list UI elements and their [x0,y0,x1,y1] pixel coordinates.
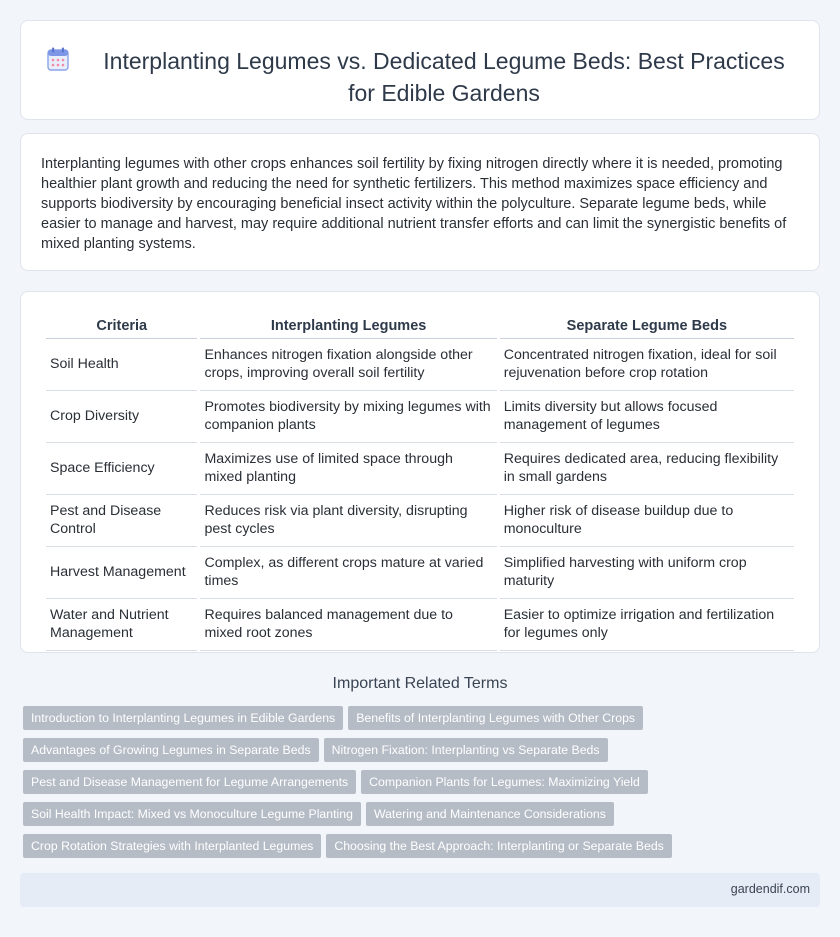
related-terms-list [23,706,823,866]
related-term-link[interactable]: Choosing the Best Approach: Interplanting or Separate Beds [326,834,672,858]
tag-row [23,738,823,770]
site-name[interactable]: gardendif.com [730,882,810,896]
table-header-row [46,315,794,339]
table-row [46,339,794,391]
criteria-cell: Crop Diversity [46,391,197,443]
separate-beds-cell: Requires dedicated area, reducing flexibility in small gardens [500,443,794,495]
criteria-cell: Space Efficiency [46,443,197,495]
separate-beds-cell: Easier to optimize irrigation and fertilization for legumes only [500,599,794,651]
header-interplanting: Interplanting Legumes [200,315,496,339]
title-card [20,20,820,120]
header-criteria: Criteria [46,315,197,339]
interplanting-cell: Requires balanced management due to mixed root zones [200,599,496,651]
table-row [46,391,794,443]
interplanting-cell: Promotes biodiversity by mixing legumes with companion plants [200,391,496,443]
interplanting-cell: Reduces risk via plant diversity, disrupting pest cycles [200,495,496,547]
tag-row [23,802,823,834]
related-term-link[interactable]: Companion Plants for Legumes: Maximizing Yield [361,770,648,794]
criteria-cell: Pest and Disease Control [46,495,197,547]
tag-row [23,834,823,866]
tag-row [23,706,823,738]
table-row [46,443,794,495]
separate-beds-cell: Concentrated nitrogen fixation, ideal for soil rejuvenation before crop rotation [500,339,794,391]
comparison-table [43,315,797,651]
criteria-cell: Harvest Management [46,547,197,599]
interplanting-cell: Maximizes use of limited space through mixed planting [200,443,496,495]
table-row [46,495,794,547]
related-term-link[interactable]: Crop Rotation Strategies with Interplanted Legumes [23,834,321,858]
separate-beds-cell: Simplified harvesting with uniform crop maturity [500,547,794,599]
separate-beds-cell: Higher risk of disease buildup due to monoculture [500,495,794,547]
intro-card [20,133,820,271]
criteria-cell: Water and Nutrient Management [46,599,197,651]
table-row [46,599,794,651]
related-term-link[interactable]: Introduction to Interplanting Legumes in Edible Gardens [23,706,343,730]
related-term-link[interactable]: Watering and Maintenance Considerations [366,802,614,826]
page-title: Interplanting Legumes vs. Dedicated Legume Beds: Best Practices for Edible Gardens [103,48,785,106]
interplanting-cell: Complex, as different crops mature at varied times [200,547,496,599]
separate-beds-cell: Limits diversity but allows focused management of legumes [500,391,794,443]
related-term-link[interactable]: Benefits of Interplanting Legumes with Other Crops [348,706,643,730]
interplanting-cell: Enhances nitrogen fixation alongside other crops, improving overall soil fertility [200,339,496,391]
comparison-card [20,291,820,653]
related-term-link[interactable]: Pest and Disease Management for Legume Arrangements [23,770,356,794]
criteria-cell: Soil Health [46,339,197,391]
related-term-link[interactable]: Advantages of Growing Legumes in Separate Beds [23,738,319,762]
related-term-link[interactable]: Soil Health Impact: Mixed vs Monoculture Legume Planting [23,802,361,826]
header-separate-beds: Separate Legume Beds [500,315,794,339]
intro-paragraph: Interplanting legumes with other crops enhances soil fertility by fixing nitrogen directly where it is needed, promoting healthier plant growth and reducing the need for synthetic fertilizers. This method maximizes space efficiency and supports biodiversity by encouraging beneficial insect activity within the polyculture. Separate legume beds, while easier to manage and harvest, may require additional nutrient transfer efforts and can limit the synergistic benefits of mixed planting systems. [41,156,787,252]
footer [20,873,820,907]
table-row [46,547,794,599]
related-terms-title: Important Related Terms [332,675,508,692]
related-term-link[interactable]: Nitrogen Fixation: Interplanting vs Separate Beds [324,738,608,762]
tag-row [23,770,823,802]
